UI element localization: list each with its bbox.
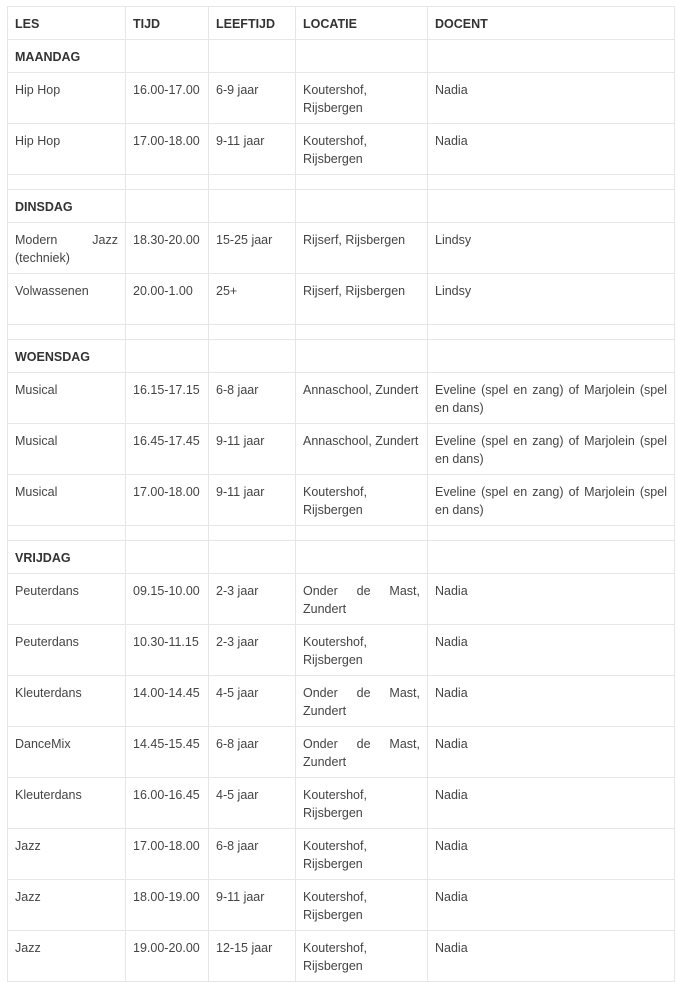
cell-leeftijd: 9-11 jaar [209, 880, 296, 931]
cell-tijd: 14.00-14.45 [126, 676, 209, 727]
cell-les: Jazz [8, 931, 126, 982]
cell-locatie: Koutershof, Rijsbergen [296, 931, 428, 982]
day-empty-cell [296, 340, 428, 373]
spacer-cell [126, 526, 209, 541]
cell-docent: Nadia [428, 829, 675, 880]
schedule-container [7, 6, 674, 982]
cell-les: Musical [8, 373, 126, 424]
cell-tijd: 16.15-17.15 [126, 373, 209, 424]
cell-docent: Nadia [428, 124, 675, 175]
cell-leeftijd: 6-8 jaar [209, 829, 296, 880]
day-empty-cell [209, 40, 296, 73]
table-row [8, 574, 675, 625]
cell-leeftijd: 12-15 jaar [209, 931, 296, 982]
cell-locatie: Koutershof, Rijsbergen [296, 880, 428, 931]
spacer-cell [428, 526, 675, 541]
cell-locatie: Onder de Mast, Zundert [296, 727, 428, 778]
spacer-cell [126, 175, 209, 190]
table-row [8, 676, 675, 727]
cell-leeftijd: 9-11 jaar [209, 475, 296, 526]
day-empty-cell [296, 40, 428, 73]
day-empty-cell [428, 40, 675, 73]
day-empty-cell [126, 340, 209, 373]
spacer-cell [8, 325, 126, 340]
cell-leeftijd: 15-25 jaar [209, 223, 296, 274]
table-row [8, 880, 675, 931]
day-row [8, 340, 675, 373]
cell-locatie: Koutershof, Rijsbergen [296, 475, 428, 526]
header-leeftijd: LEEFTIJD [209, 7, 296, 40]
cell-docent: Eveline (spel en zang) of Marjolein (spel en dans) [428, 475, 675, 526]
spacer-cell [296, 325, 428, 340]
day-row [8, 190, 675, 223]
cell-docent: Lindsy [428, 223, 675, 274]
day-empty-cell [428, 340, 675, 373]
cell-les: Peuterdans [8, 625, 126, 676]
cell-tijd: 16.00-17.00 [126, 73, 209, 124]
cell-docent: Nadia [428, 73, 675, 124]
cell-leeftijd: 6-8 jaar [209, 373, 296, 424]
table-row [8, 475, 675, 526]
day-empty-cell [126, 541, 209, 574]
cell-locatie: Koutershof, Rijsbergen [296, 625, 428, 676]
table-row [8, 424, 675, 475]
cell-locatie: Koutershof, Rijsbergen [296, 73, 428, 124]
cell-tijd: 17.00-18.00 [126, 475, 209, 526]
day-name: VRIJDAG [8, 541, 126, 574]
cell-locatie: Rijserf, Rijsbergen [296, 223, 428, 274]
day-empty-cell [126, 40, 209, 73]
cell-locatie: Onder de Mast, Zundert [296, 574, 428, 625]
cell-leeftijd: 4-5 jaar [209, 778, 296, 829]
cell-les: Hip Hop [8, 124, 126, 175]
cell-leeftijd: 25+ [209, 274, 296, 325]
cell-leeftijd: 4-5 jaar [209, 676, 296, 727]
cell-les: Modern Jazz (techniek) [8, 223, 126, 274]
cell-docent: Nadia [428, 727, 675, 778]
cell-tijd: 10.30-11.15 [126, 625, 209, 676]
spacer-cell [209, 325, 296, 340]
cell-les: Hip Hop [8, 73, 126, 124]
table-row [8, 124, 675, 175]
cell-tijd: 17.00-18.00 [126, 124, 209, 175]
spacer-row [8, 526, 675, 541]
cell-leeftijd: 9-11 jaar [209, 424, 296, 475]
cell-docent: Nadia [428, 778, 675, 829]
table-row [8, 931, 675, 982]
spacer-cell [126, 325, 209, 340]
cell-tijd: 18.00-19.00 [126, 880, 209, 931]
spacer-cell [8, 526, 126, 541]
spacer-row [8, 175, 675, 190]
cell-tijd: 17.00-18.00 [126, 829, 209, 880]
day-name: DINSDAG [8, 190, 126, 223]
cell-locatie: Onder de Mast, Zundert [296, 676, 428, 727]
spacer-cell [209, 526, 296, 541]
cell-les: Peuterdans [8, 574, 126, 625]
day-empty-cell [209, 541, 296, 574]
cell-locatie: Koutershof, Rijsbergen [296, 778, 428, 829]
spacer-cell [428, 325, 675, 340]
cell-tijd: 20.00-1.00 [126, 274, 209, 325]
header-tijd: TIJD [126, 7, 209, 40]
cell-locatie: Koutershof, Rijsbergen [296, 829, 428, 880]
table-row [8, 727, 675, 778]
header-les: LES [8, 7, 126, 40]
schedule-body [8, 40, 675, 982]
table-row [8, 829, 675, 880]
cell-les: Kleuterdans [8, 676, 126, 727]
day-empty-cell [296, 190, 428, 223]
table-row [8, 223, 675, 274]
cell-tijd: 16.00-16.45 [126, 778, 209, 829]
table-row [8, 274, 675, 325]
spacer-cell [296, 175, 428, 190]
cell-locatie: Annaschool, Zundert [296, 373, 428, 424]
cell-leeftijd: 6-9 jaar [209, 73, 296, 124]
cell-tijd: 19.00-20.00 [126, 931, 209, 982]
cell-les: Volwassenen [8, 274, 126, 325]
header-locatie: LOCATIE [296, 7, 428, 40]
day-empty-cell [209, 190, 296, 223]
cell-docent: Eveline (spel en zang) of Marjolein (spel en dans) [428, 424, 675, 475]
cell-docent: Nadia [428, 574, 675, 625]
day-empty-cell [428, 190, 675, 223]
cell-leeftijd: 9-11 jaar [209, 124, 296, 175]
cell-tijd: 18.30-20.00 [126, 223, 209, 274]
spacer-row [8, 325, 675, 340]
schedule-header [8, 7, 675, 40]
day-empty-cell [296, 541, 428, 574]
cell-les: Jazz [8, 829, 126, 880]
cell-tijd: 14.45-15.45 [126, 727, 209, 778]
cell-leeftijd: 6-8 jaar [209, 727, 296, 778]
cell-locatie: Koutershof, Rijsbergen [296, 124, 428, 175]
cell-les: Jazz [8, 880, 126, 931]
spacer-cell [8, 175, 126, 190]
day-row [8, 541, 675, 574]
cell-docent: Eveline (spel en zang) of Marjolein (spel en dans) [428, 373, 675, 424]
cell-docent: Nadia [428, 880, 675, 931]
cell-tijd: 09.15-10.00 [126, 574, 209, 625]
cell-locatie: Rijserf, Rijsbergen [296, 274, 428, 325]
spacer-cell [296, 526, 428, 541]
cell-les: Musical [8, 424, 126, 475]
spacer-cell [428, 175, 675, 190]
cell-les: DanceMix [8, 727, 126, 778]
cell-locatie: Annaschool, Zundert [296, 424, 428, 475]
table-row [8, 73, 675, 124]
cell-leeftijd: 2-3 jaar [209, 574, 296, 625]
cell-leeftijd: 2-3 jaar [209, 625, 296, 676]
table-row [8, 778, 675, 829]
day-empty-cell [428, 541, 675, 574]
table-row [8, 373, 675, 424]
cell-tijd: 16.45-17.45 [126, 424, 209, 475]
cell-les: Musical [8, 475, 126, 526]
day-row [8, 40, 675, 73]
cell-docent: Nadia [428, 931, 675, 982]
spacer-cell [209, 175, 296, 190]
cell-docent: Nadia [428, 676, 675, 727]
day-empty-cell [209, 340, 296, 373]
day-empty-cell [126, 190, 209, 223]
table-row [8, 625, 675, 676]
cell-docent: Nadia [428, 625, 675, 676]
schedule-table [7, 6, 675, 982]
cell-docent: Lindsy [428, 274, 675, 325]
day-name: MAANDAG [8, 40, 126, 73]
cell-les: Kleuterdans [8, 778, 126, 829]
header-row [8, 7, 675, 40]
header-docent: DOCENT [428, 7, 675, 40]
day-name: WOENSDAG [8, 340, 126, 373]
